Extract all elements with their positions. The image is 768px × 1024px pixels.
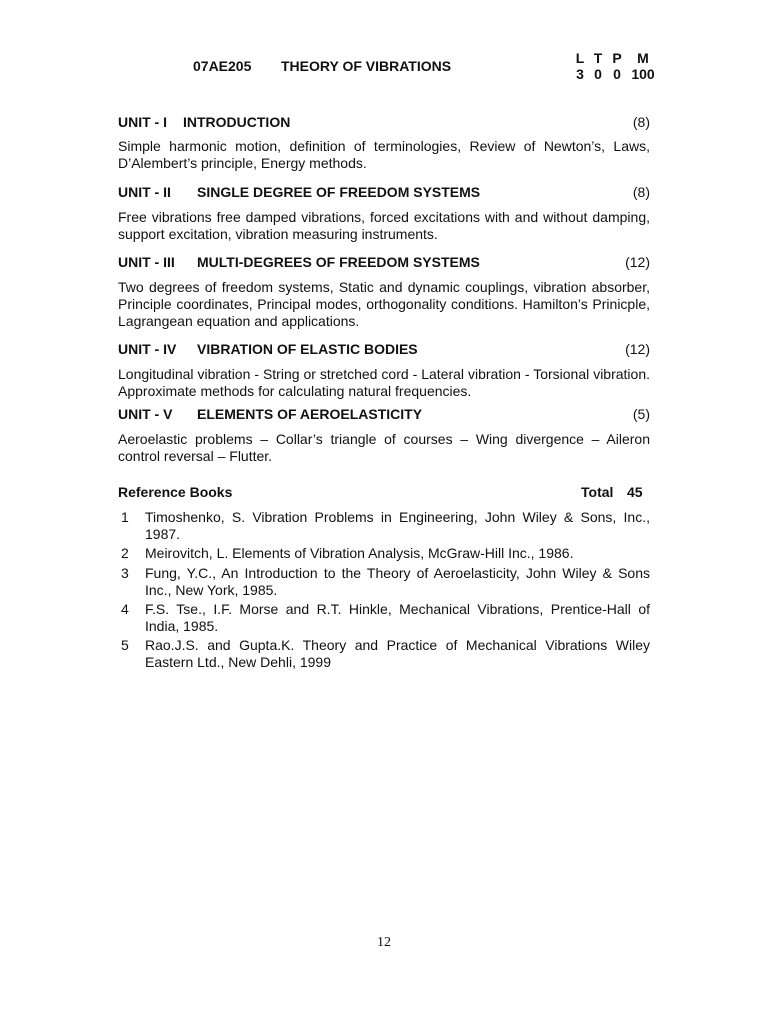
unit-3-content: Two degrees of freedom systems, Static and dynamic couplings, vibration absorber, Principle coordinates, Principal modes, orthogonality conditions. Hamilton’s Prinicple, Lagrangean equation and applications. <box>118 279 650 329</box>
total-label: Total <box>581 484 614 500</box>
reference-number: 2 <box>121 545 129 561</box>
unit-3-title: MULTI-DEGREES OF FREEDOM SYSTEMS <box>197 254 480 270</box>
reference-item: F.S. Tse., I.F. Morse and R.T. Hinkle, Mechanical Vibrations, Prentice-Hall of India, 1985. <box>145 601 650 634</box>
course-code: 07AE205 <box>193 58 252 74</box>
unit-1-content: Simple harmonic motion, definition of terminologies, Review of Newton’s, Laws, D’Alembert’s principle, Energy methods. <box>118 138 650 171</box>
ltpm-value-l: 3 <box>576 66 584 82</box>
reference-item: Rao.J.S. and Gupta.K. Theory and Practice of Mechanical Vibrations Wiley Eastern Ltd., New Dehli, 1999 <box>145 637 650 670</box>
reference-item: Fung, Y.C., An Introduction to the Theory of Aeroelasticity, John Wiley & Sons Inc., New York, 1985. <box>145 565 650 598</box>
ltpm-value-m: 100 <box>631 66 655 82</box>
ltpm-label-p: P <box>612 50 622 66</box>
unit-1-title: INTRODUCTION <box>183 114 291 130</box>
total-value: 45 <box>627 484 643 500</box>
unit-5-hours: (5) <box>632 406 650 422</box>
ltpm-label-l: L <box>575 50 585 66</box>
ltpm-labels <box>572 50 660 67</box>
ltpm-label-t: T <box>593 50 603 66</box>
reference-number: 4 <box>121 601 129 617</box>
reference-number: 1 <box>121 509 129 525</box>
reference-item: Meirovitch, L. Elements of Vibration Analysis, McGraw-Hill Inc., 1986. <box>145 545 574 561</box>
unit-4-hours: (12) <box>625 341 650 357</box>
unit-2-hours: (8) <box>632 184 650 200</box>
unit-5-label: UNIT - V <box>118 406 173 422</box>
unit-1-hours: (8) <box>632 114 650 130</box>
unit-4-content: Longitudinal vibration - String or stretched cord - Lateral vibration - Torsional vibration. Approximate methods for calculating natural frequencies. <box>118 366 650 399</box>
unit-3-label: UNIT - III <box>118 254 175 270</box>
ltpm-values <box>572 66 660 83</box>
page-number: 12 <box>377 935 391 950</box>
unit-5-title: ELEMENTS OF AEROELASTICITY <box>197 406 423 422</box>
references-heading: Reference Books <box>118 484 233 500</box>
ltpm-value-t: 0 <box>594 66 602 82</box>
unit-5-content: Aeroelastic problems – Collar’s triangle of courses – Wing divergence – Aileron control reversal – Flutter. <box>118 431 650 464</box>
unit-4-label: UNIT - IV <box>118 341 177 357</box>
ltpm-value-p: 0 <box>613 66 621 82</box>
unit-2-title: SINGLE DEGREE OF FREEDOM SYSTEMS <box>197 184 481 200</box>
course-title: THEORY OF VIBRATIONS <box>281 58 452 74</box>
unit-4-title: VIBRATION OF ELASTIC BODIES <box>197 341 418 357</box>
unit-2-content: Free vibrations free damped vibrations, forced excitations with and without damping, support excitation, vibration measuring instruments. <box>118 209 650 242</box>
reference-number: 3 <box>121 565 129 581</box>
reference-number: 5 <box>121 637 129 653</box>
reference-item: Timoshenko, S. Vibration Problems in Engineering, John Wiley & Sons, Inc., 1987. <box>145 509 650 542</box>
ltpm-label-m: M <box>637 50 649 66</box>
unit-1-label: UNIT - I <box>118 114 167 130</box>
unit-2-label: UNIT - II <box>118 184 171 200</box>
unit-3-hours: (12) <box>625 254 650 270</box>
